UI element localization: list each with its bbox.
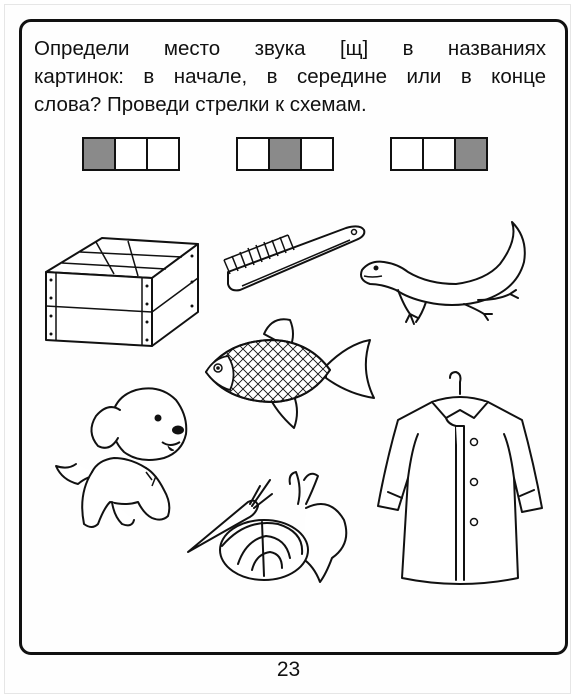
fish-icon[interactable] [198, 314, 378, 432]
coat-icon[interactable] [372, 368, 548, 590]
task-line-2: картинок: в начале, в середине или в конце [34, 65, 546, 88]
lizard-icon[interactable] [352, 218, 538, 336]
task-line-3: слова? Проведи стрелки к схемам. [34, 93, 367, 116]
brush-icon[interactable] [218, 220, 368, 294]
box-icon[interactable] [42, 236, 202, 348]
page-number: 23 [276, 658, 301, 681]
task-line-1: Определи место звука [щ] в названиях [34, 37, 546, 60]
vegetables-icon[interactable] [186, 470, 362, 582]
puppy-icon[interactable] [52, 376, 202, 536]
